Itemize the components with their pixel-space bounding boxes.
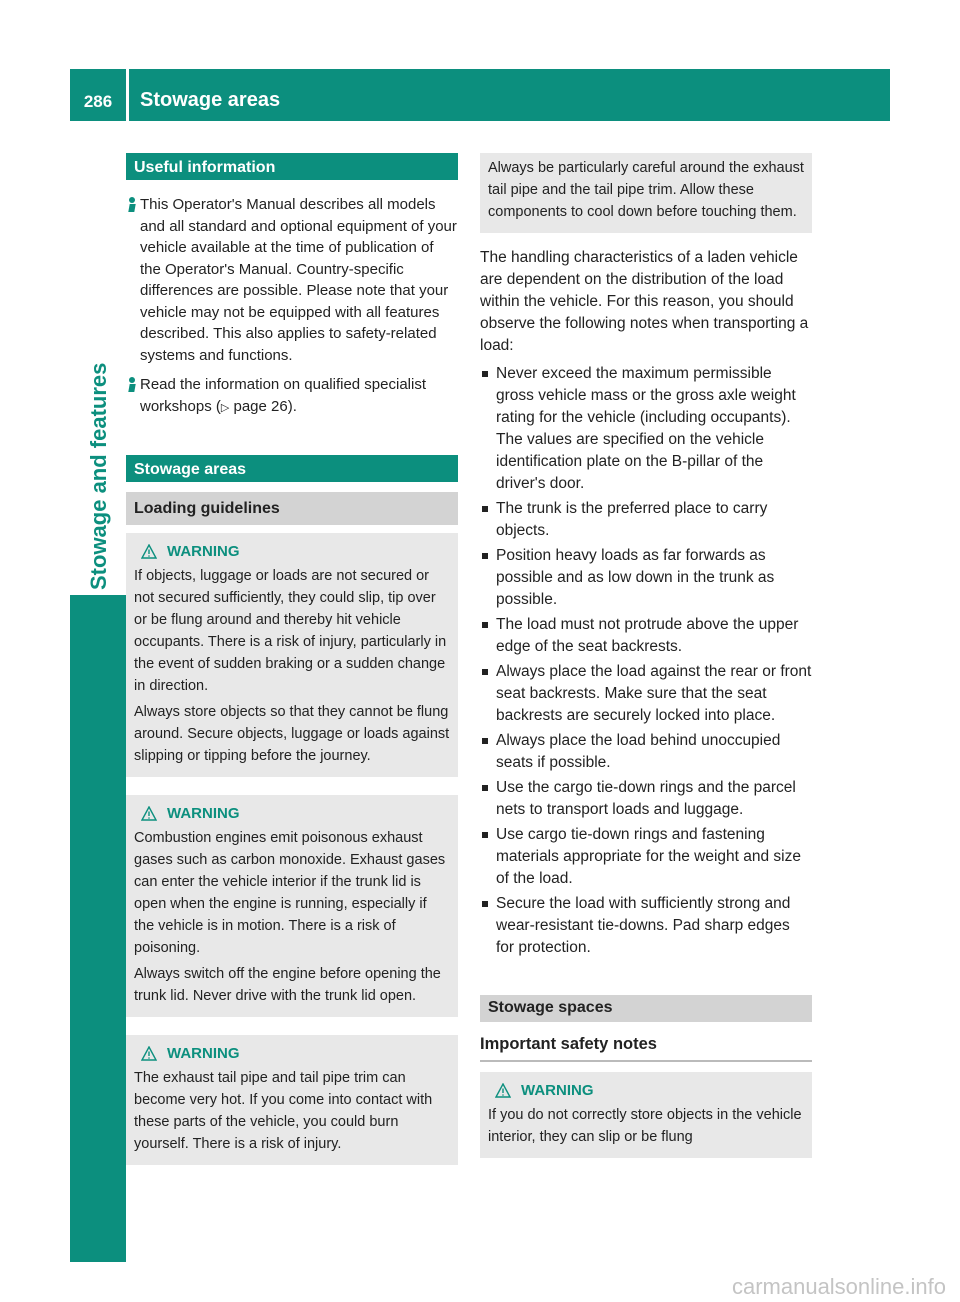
side-section-label: Stowage and features [86,362,111,590]
warning-label: WARNING [167,804,240,822]
heading-important-safety-notes: Important safety notes [480,1034,812,1062]
warning-header [495,1080,804,1102]
warning-text: The exhaust tail pipe and tail pipe trim can become very hot. If you come into contact with these parts of the vehicle, you could burn yourself. There is a risk of injury. [134,1069,433,1152]
body-paragraph: The handling characteristics of a laden vehicle are dependent on the distribution of the load within the vehicle. For this reason, you should observe the following notes when transporting a load: [480,249,809,354]
info-note-text: This Operator's Manual describes all models and all standard and optional equipment of your vehicle available at the time of publication of the Operator's Manual. Country-specific differences are possible. Please note that your vehicle may not be equipped with all features described. This also applies to safety-related systems and functions. [140,196,457,364]
list-item: Use cargo tie-down rings and fastening materials appropriate for the weight and size of the load. [480,824,812,890]
list-item: Use the cargo tie-down rings and the parcel nets to transport loads and luggage. [480,777,812,821]
header-divider [126,69,129,121]
list-item: Always place the load behind unoccupied seats if possible. [480,730,812,774]
warning-box-continued [480,153,812,233]
left-column [126,153,458,1165]
page-number: 286 [83,92,113,111]
warning-text: Combustion engines emit poisonous exhaust gases such as carbon monoxide. Exhaust gases can enter the vehicle interior if the trunk lid is open when the engine is running, especially if the vehicle is in motion. There is a risk of poisoning. [134,829,446,956]
info-note-text-end: ). [287,397,297,415]
right-column [480,153,812,1158]
warning-header [141,803,450,825]
warning-label: WARNING [521,1081,594,1099]
warning-box [480,1072,812,1158]
warning-text: Always switch off the engine before opening the trunk lid. Never drive with the trunk lid open. [134,965,441,1004]
page-title: Stowage areas [140,89,281,111]
info-icon [125,377,139,391]
warning-triangle-icon [141,806,157,821]
info-note-operators-manual [126,194,458,366]
warning-label: WARNING [167,542,240,560]
watermark: carmanualsonline.info [731,1274,946,1299]
subsection-heading-loading-guidelines: Loading guidelines [126,492,458,525]
warning-triangle-icon [141,1046,157,1061]
list-item: Never exceed the maximum permissible gross vehicle mass or the gross axle weight rating for the vehicle (including occupants). The values are specified on the vehicle identification plate on the B-pillar of the driver's door. [480,363,812,495]
list-item: Position heavy loads as far forwards as possible and as low down in the trunk as possible. [480,545,812,611]
warning-header [141,1043,450,1065]
warning-text: Always store objects so that they cannot be flung around. Secure objects, luggage or loads against slipping or tipping before the journey. [134,703,450,764]
section-heading-useful-information: Useful information [126,153,458,180]
warning-text: If objects, luggage or loads are not secured or not secured sufficiently, they could slip, tip over or be flung around and thereby hit vehicle occupants. There is a risk of injury, particularly in the event of sudden braking or a sudden change in direction. [134,567,447,694]
page-reference-link[interactable]: page 26 [233,397,288,415]
loading-notes-list [480,363,812,959]
info-icon [125,197,139,211]
list-item: Secure the load with sufficiently strong and wear-resistant tie-downs. Pad sharp edges for protection. [480,893,812,959]
warning-box [126,1035,458,1165]
warning-box [126,795,458,1017]
list-item: Always place the load against the rear or front seat backrests. Make sure that the seat backrests are securely locked into place. [480,661,812,727]
info-note-text: Read the information on qualified specialist workshops ( [140,376,427,415]
warning-triangle-icon [141,544,157,559]
section-heading-stowage-areas: Stowage areas [126,455,458,482]
warning-triangle-icon [495,1083,511,1098]
list-item: The trunk is the preferred place to carry objects. [480,498,812,542]
warning-label: WARNING [167,1044,240,1062]
warning-box [126,533,458,777]
info-note-workshops [126,374,458,419]
subsection-heading-stowage-spaces: Stowage spaces [480,995,812,1022]
page-reference-arrow-icon: ▷ [220,401,230,414]
warning-text: If you do not correctly store objects in the vehicle interior, they can slip or be flung [488,1106,802,1145]
warning-text: Always be particularly careful around the exhaust tail pipe and the tail pipe trim. Allow these components to cool down before touching them. [488,160,804,220]
list-item: The load must not protrude above the upper edge of the seat backrests. [480,614,812,658]
warning-header [141,541,450,563]
